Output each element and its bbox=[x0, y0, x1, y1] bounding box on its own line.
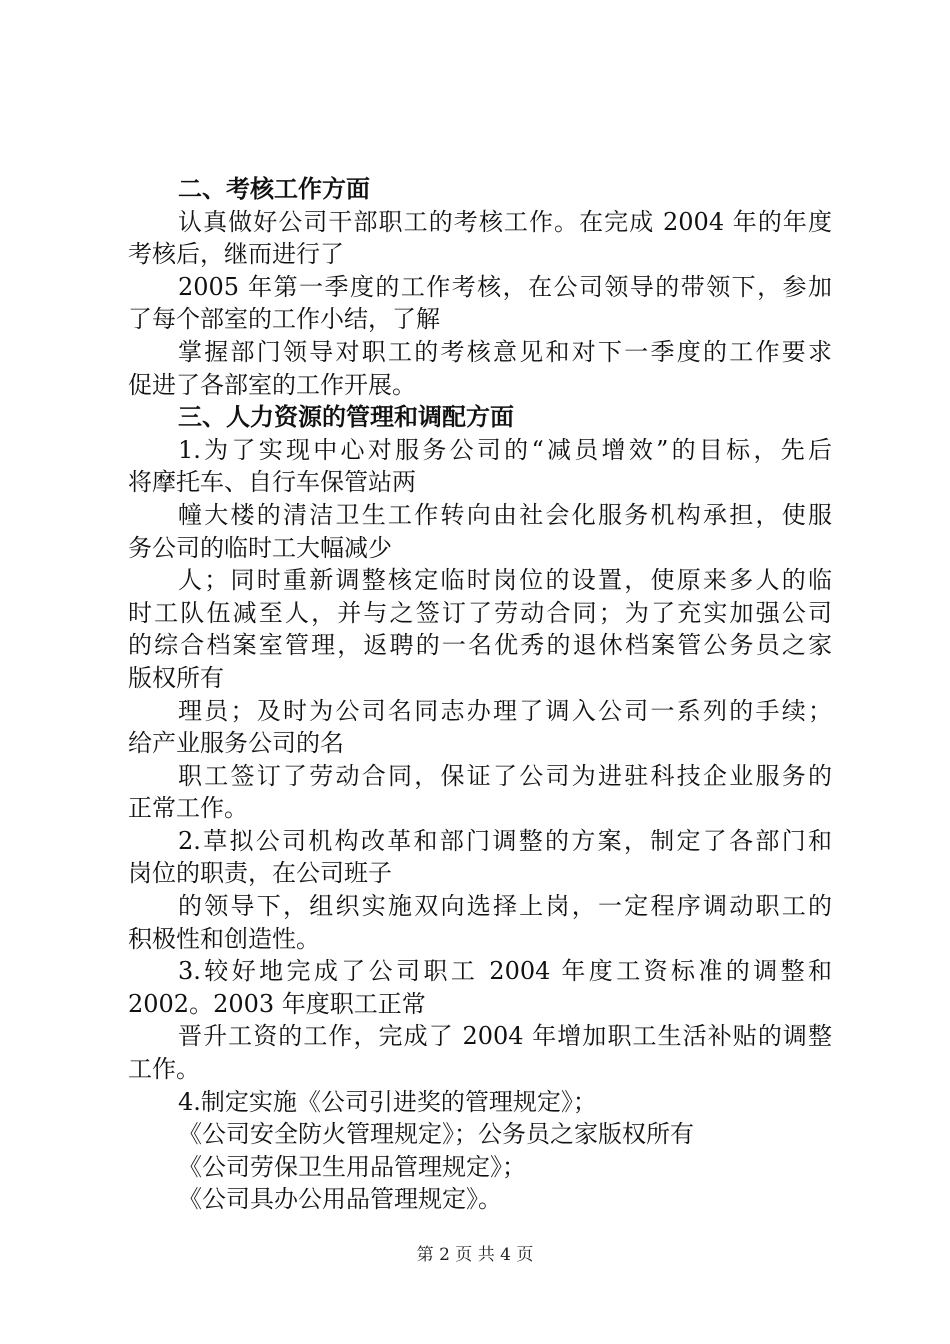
text-line: 职工签订了劳动合同，保证了公司为进驻科技企业服务的 bbox=[178, 761, 832, 790]
text-line: 促进了各部室的工作开展。 bbox=[128, 370, 416, 399]
text-line: 晋升工资的工作，完成了 2004 年增加职工生活补贴的调整 bbox=[178, 1022, 832, 1051]
page-number-footer: 第 2 页 共 4 页 bbox=[416, 1245, 534, 1265]
text-line: 2005 年第一季度的工作考核，在公司领导的带领下，参加 bbox=[178, 272, 832, 301]
text-line: 2002。2003 年度职工正常 bbox=[128, 989, 426, 1018]
text-line: 1.为了实现中心对服务公司的“减员增效”的目标，先后 bbox=[178, 435, 832, 464]
text-line: 给产业服务公司的名 bbox=[128, 729, 344, 758]
text-line: 4.制定实施《公司引进奖的管理规定》； bbox=[178, 1087, 597, 1116]
text-line: 的综合档案室管理，返聘的一名优秀的退休档案管公务员之家 bbox=[128, 631, 832, 660]
text-line: 《公司具办公用品管理规定》。 bbox=[178, 1185, 502, 1214]
text-line: 积极性和创造性。 bbox=[128, 924, 320, 953]
text-line: 掌握部门领导对职工的考核意见和对下一季度的工作要求 bbox=[178, 337, 832, 366]
text-line: 版权所有 bbox=[128, 663, 224, 692]
text-line: 2.草拟公司机构改革和部门调整的方案，制定了各部门和 bbox=[178, 826, 832, 855]
text-line: 《公司安全防火管理规定》；公务员之家版权所有 bbox=[178, 1120, 694, 1149]
text-line: 3.较好地完成了公司职工 2004 年度工资标准的调整和 bbox=[178, 957, 832, 986]
text-line: 将摩托车、自行车保管站两 bbox=[128, 468, 416, 497]
text-line: 人；同时重新调整核定临时岗位的设置，使原来多人的临 bbox=[178, 566, 832, 595]
text-line: 《公司劳保卫生用品管理规定》； bbox=[178, 1152, 526, 1181]
text-line: 幢大楼的清洁卫生工作转向由社会化服务机构承担，使服 bbox=[178, 500, 832, 529]
text-line: 考核后，继而进行了 bbox=[128, 240, 344, 269]
text-line: 的领导下，组织实施双向选择上岗，一定程序调动职工的 bbox=[178, 892, 832, 921]
text-line: 正常工作。 bbox=[128, 794, 248, 823]
text-line: 工作。 bbox=[128, 1055, 200, 1084]
document-body bbox=[128, 173, 832, 1216]
text-line: 务公司的临时工大幅减少 bbox=[128, 533, 392, 562]
text-line: 岗位的职责，在公司班子 bbox=[128, 859, 392, 888]
text-line: 了每个部室的工作小结，了解 bbox=[128, 305, 440, 334]
text-line: 理员；及时为公司名同志办理了调入公司一系列的手续； bbox=[178, 696, 832, 725]
text-line: 时工队伍减至人，并与之签订了劳动合同；为了充实加强公司 bbox=[128, 598, 832, 627]
section-heading-assessment: 二、考核工作方面 bbox=[178, 174, 370, 203]
text-line: 认真做好公司干部职工的考核工作。在完成 2004 年的年度 bbox=[178, 207, 832, 236]
section-heading-human-resources: 三、人力资源的管理和调配方面 bbox=[178, 402, 514, 432]
